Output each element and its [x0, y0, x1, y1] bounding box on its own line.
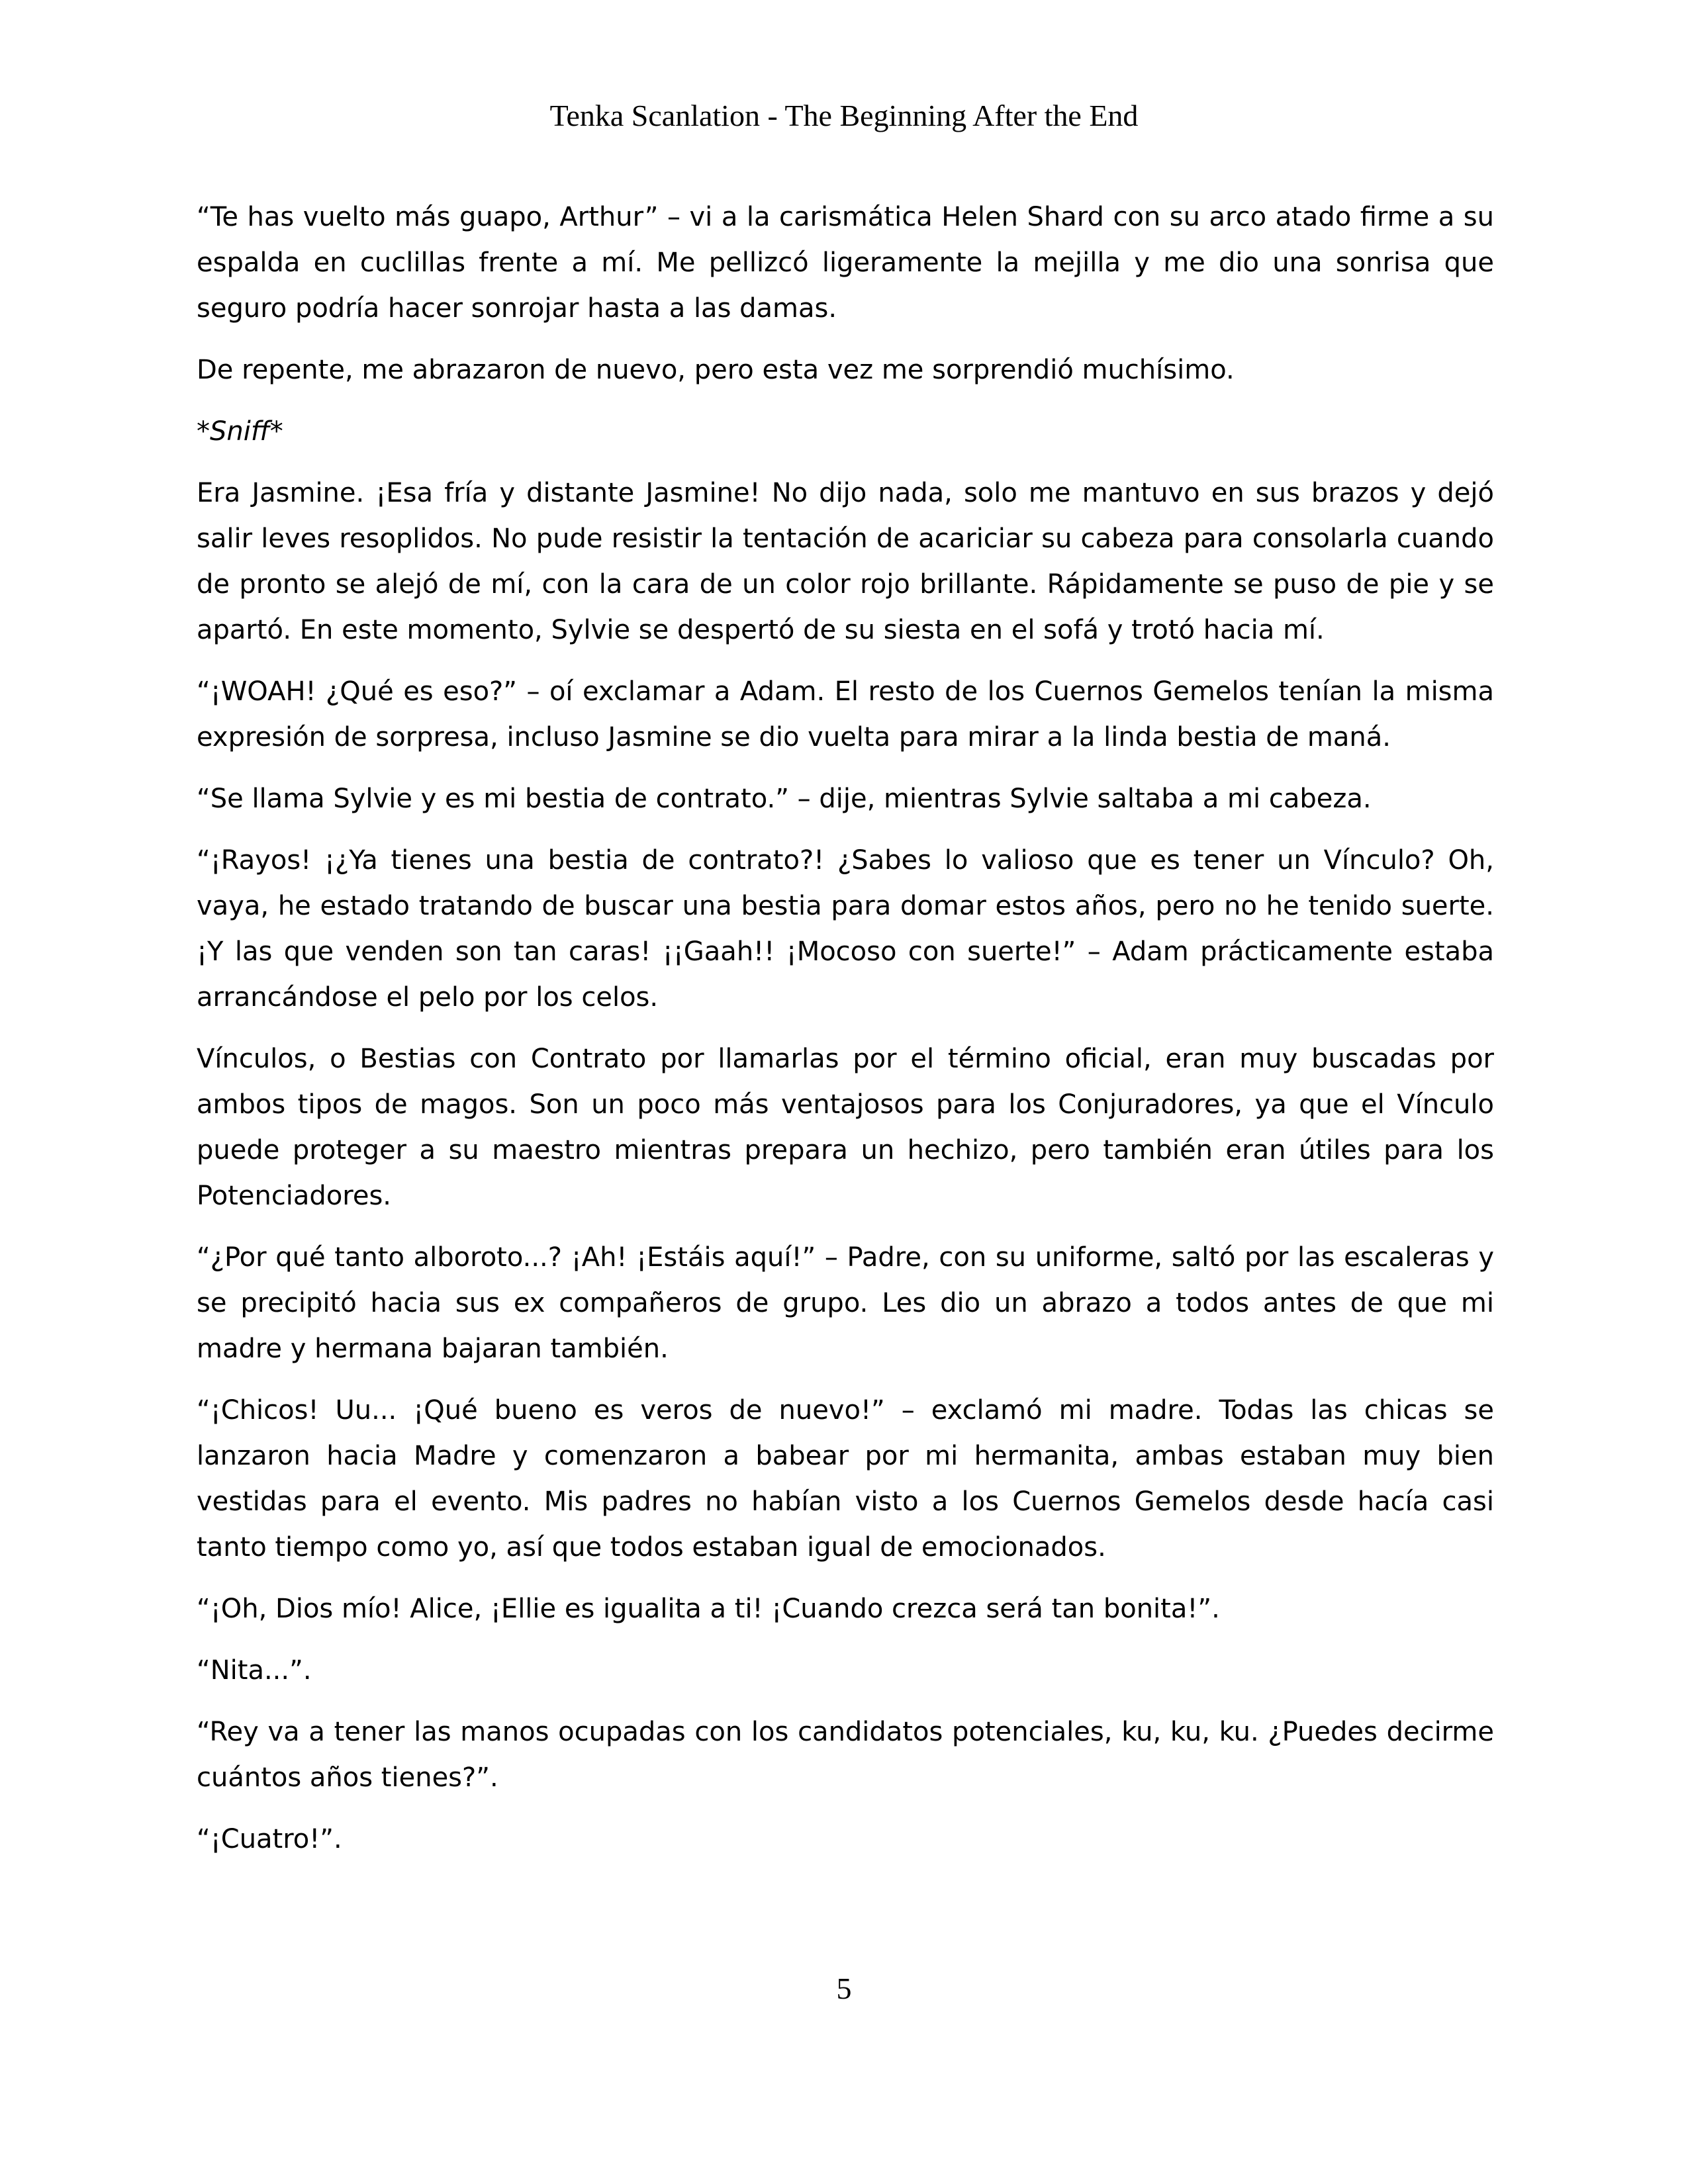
paragraph: “Se llama Sylvie y es mi bestia de contrato.” – dije, mientras Sylvie saltaba a mi cabeza. [197, 784, 1372, 814]
sound-effect: *Sniff* [197, 416, 283, 447]
paragraph: Era Jasmine. ¡Esa fría y distante Jasmine! No dijo nada, solo me mantuvo en sus brazos y dejó salir leves resoplidos. No pude resistir la tentación de acariciar su cabeza para consolarla cuando de pronto se alejó de mí, con la cara de un color rojo brillante. Rápidamente se puso de pie y se apartó. En este momento, Sylvie se despertó de su siesta en el sofá y trotó hacia mí. [197, 478, 1494, 645]
paragraph: “¡WOAH! ¿Qué es eso?” – oí exclamar a Adam. El resto de los Cuernos Gemelos tenían la misma expresión de sorpresa, incluso Jasmine se dio vuelta para mirar a la linda bestia de maná. [197, 676, 1494, 752]
paragraph: “Nita...”. [197, 1655, 312, 1686]
paragraph: “¡Rayos! ¡¿Ya tienes una bestia de contrato?! ¿Sabes lo valioso que es tener un Vínculo? Oh, vaya, he estado tratando de buscar una bestia para domar estos años, pero no he tenido suerte. ¡Y las que venden son tan caras! ¡¡Gaah!! ¡Mocoso con suerte!” – Adam prácticamente estaba arrancándose el pelo por los celos. [197, 845, 1494, 1013]
paragraph: Vínculos, o Bestias con Contrato por llamarlas por el término oficial, eran muy buscadas por ambos tipos de magos. Son un poco más ventajosos para los Conjuradores, ya que el Vínculo puede proteger a su maestro mientras prepara un hechizo, pero también eran útiles para los Potenciadores. [197, 1044, 1494, 1211]
paragraph: “Rey va a tener las manos ocupadas con los candidatos potenciales, ku, ku, ku. ¿Puedes decirme cuántos años tienes?”. [197, 1717, 1494, 1793]
paragraph: De repente, me abrazaron de nuevo, pero esta vez me sorprendió muchísimo. [197, 355, 1235, 385]
page-header: Tenka Scanlation - The Beginning After the End [549, 99, 1139, 132]
paragraph: “¡Cuatro!”. [197, 1824, 342, 1854]
paragraph: “¡Oh, Dios mío! Alice, ¡Ellie es igualita a ti! ¡Cuando crezca será tan bonita!”. [197, 1594, 1220, 1624]
paragraph: “¡Chicos! Uu... ¡Qué bueno es veros de nuevo!” – exclamó mi madre. Todas las chicas se lanzaron hacia Madre y comenzaron a babear por mi hermanita, ambas estaban muy bien vestidas para el evento. Mis padres no habían visto a los Cuernos Gemelos desde hacía casi tanto tiempo como yo, así que todos estaban igual de emocionados. [197, 1395, 1494, 1563]
paragraph: “Te has vuelto más guapo, Arthur” – vi a la carismática Helen Shard con su arco atado firme a su espalda en cuclillas frente a mí. Me pellizcó ligeramente la mejilla y me dio una sonrisa que seguro podría hacer sonrojar hasta a las damas. [197, 202, 1494, 324]
paragraph: “¿Por qué tanto alboroto...? ¡Ah! ¡Estáis aquí!” – Padre, con su uniforme, saltó por las escaleras y se precipitó hacia sus ex compañeros de grupo. Les dio un abrazo a todos antes de que mi madre y hermana bajaran también. [197, 1242, 1494, 1364]
page-number: 5 [836, 1972, 852, 2005]
body-text [197, 195, 1494, 1878]
